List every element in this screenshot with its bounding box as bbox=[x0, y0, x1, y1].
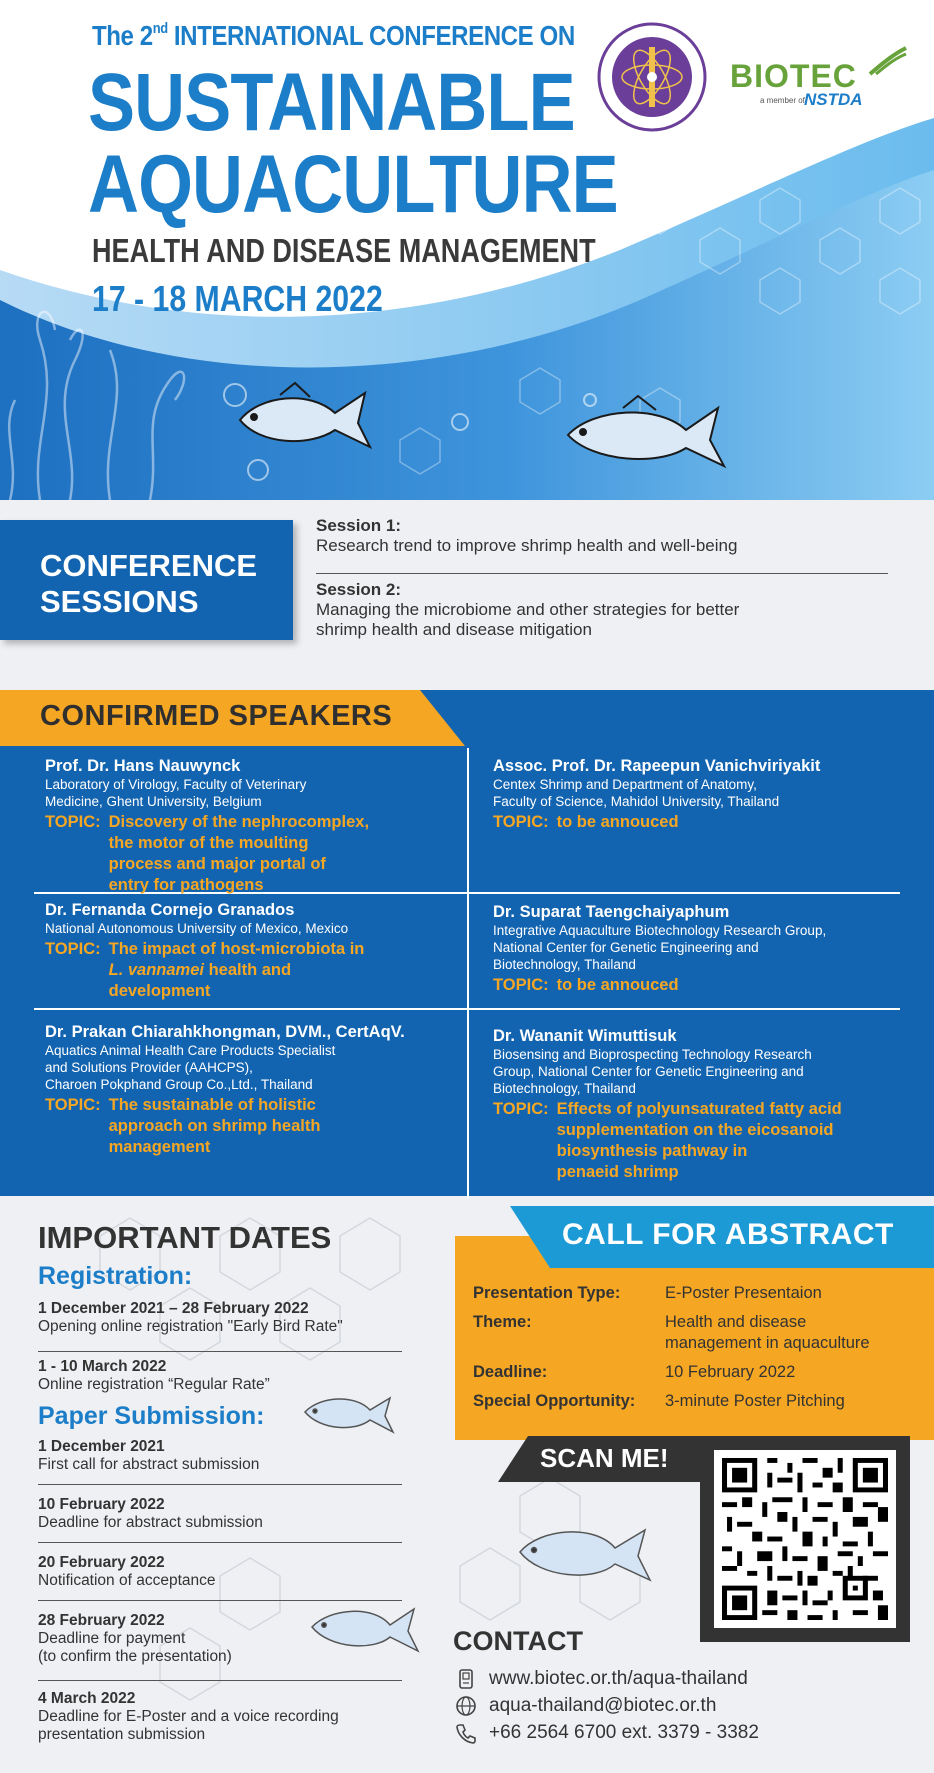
speaker-name: Dr. Fernanda Cornejo Granados bbox=[45, 901, 295, 919]
website-link[interactable]: www.biotec.or.th/aqua-thailand bbox=[489, 1668, 748, 1689]
paper-submission-heading: Paper Submission: bbox=[38, 1402, 265, 1430]
speaker-affiliation: Laboratory of Virology, Faculty of Veterinary Medicine, Ghent University, Belgium bbox=[45, 777, 307, 809]
topic-text: Effects of polyunsaturated fatty acid supplementation on the eicosanoid biosynthesis pathway in penaeid shrimp bbox=[556, 1100, 842, 1181]
date-description: Deadline for abstract submission bbox=[38, 1514, 263, 1531]
date-value: 4 March 2022 bbox=[38, 1690, 136, 1707]
speaker-topic bbox=[493, 975, 913, 996]
email-icon bbox=[455, 1695, 477, 1717]
date-entry bbox=[38, 1496, 402, 1532]
speaker-affiliation: Aquatics Animal Health Care Products Specialist and Solutions Provider (AAHCPS), Charoen Pokphand Group Co.,Ltd., Thailand bbox=[45, 1043, 336, 1092]
member-of-label: a member of bbox=[760, 96, 805, 105]
web-icon bbox=[455, 1668, 477, 1690]
speaker-name: Dr. Wananit Wimuttisuk bbox=[493, 1027, 677, 1045]
date-entry bbox=[38, 1358, 402, 1394]
topic-label: TOPIC: bbox=[493, 976, 549, 994]
date-value: 1 - 10 March 2022 bbox=[38, 1358, 167, 1375]
speaker-affiliation: Integrative Aquaculture Biotechnology Research Group, National Center for Genetic Engineering and Biotechnology, Thailand bbox=[493, 923, 827, 972]
title-line-sustainable: SUSTAINABLE bbox=[88, 57, 575, 148]
date-description: Opening online registration "Early Bird Rate" bbox=[38, 1318, 343, 1335]
speaker-card bbox=[493, 1026, 923, 1183]
speaker-card bbox=[45, 756, 455, 896]
session-2-label: Session 2: bbox=[316, 580, 402, 599]
date-divider bbox=[38, 1680, 402, 1681]
phone-icon bbox=[455, 1722, 477, 1744]
abstract-info-key: Special Opportunity: bbox=[473, 1392, 636, 1410]
conference-date: 17 - 18 MARCH 2022 bbox=[92, 278, 383, 319]
date-divider bbox=[38, 1484, 402, 1485]
date-divider bbox=[38, 1600, 402, 1601]
date-value: 10 February 2022 bbox=[38, 1496, 165, 1513]
speaker-name: Dr. Prakan Chiarahkhongman, DVM., CertAqV. bbox=[45, 1023, 405, 1041]
speaker-card bbox=[45, 1022, 465, 1158]
speaker-topic bbox=[45, 939, 455, 1002]
date-entry bbox=[38, 1438, 402, 1474]
topic-label: TOPIC: bbox=[45, 813, 101, 831]
speaker-card bbox=[493, 902, 913, 996]
date-description: Online registration “Regular Rate” bbox=[38, 1376, 270, 1393]
topic-text-part: health and development bbox=[108, 961, 292, 1000]
sessions-title-box bbox=[0, 520, 293, 640]
abstract-info-value: 10 February 2022 bbox=[665, 1363, 796, 1381]
date-description: First call for abstract submission bbox=[38, 1456, 260, 1473]
topic-label: TOPIC: bbox=[45, 940, 101, 958]
session-1-label: Session 1: bbox=[316, 516, 402, 535]
abstract-info-key: Presentation Type: bbox=[473, 1284, 621, 1302]
nstda-logo: NSTDA bbox=[804, 90, 863, 109]
date-entry bbox=[38, 1554, 402, 1590]
speaker-name: Assoc. Prof. Dr. Rapeepun Vanichviriyakit bbox=[493, 757, 821, 775]
contact-website[interactable] bbox=[455, 1667, 748, 1691]
speaker-topic bbox=[45, 1095, 465, 1158]
session-1-text: Research trend to improve shrimp health and well-being bbox=[316, 536, 738, 555]
abstract-info-key: Theme: bbox=[473, 1313, 532, 1331]
important-dates-heading: IMPORTANT DATES bbox=[38, 1220, 332, 1255]
date-entry bbox=[38, 1612, 402, 1666]
speaker-name: Prof. Dr. Hans Nauwynck bbox=[45, 757, 241, 775]
phone-number[interactable]: +66 2564 6700 ext. 3379 - 3382 bbox=[489, 1722, 759, 1743]
sessions-title-line1: CONFERENCE bbox=[40, 548, 258, 583]
date-description: Deadline for payment (to confirm the presentation) bbox=[38, 1630, 232, 1665]
session-2 bbox=[316, 580, 786, 640]
call-for-abstract-heading: CALL FOR ABSTRACT bbox=[562, 1218, 894, 1251]
session-2-text: Managing the microbiome and other strategies for better shrimp health and disease mitigation bbox=[316, 600, 740, 639]
topic-text: The sustainable of holistic approach on shrimp health management bbox=[108, 1096, 321, 1156]
title-line-aquaculture: AQUACULTURE bbox=[88, 139, 618, 230]
topic-label: TOPIC: bbox=[493, 1100, 549, 1118]
scan-me-label: SCAN ME! bbox=[540, 1443, 669, 1473]
abstract-info-value: E-Poster Presentaion bbox=[665, 1284, 822, 1302]
speaker-affiliation: Biosensing and Bioprospecting Technology Research Group, National Center for Genetic Engineering and Biotechnology, Thailand bbox=[493, 1047, 812, 1096]
speaker-name: Dr. Suparat Taengchaiyaphum bbox=[493, 903, 730, 921]
qr-code-icon[interactable] bbox=[722, 1458, 888, 1620]
date-entry bbox=[38, 1300, 402, 1336]
speaker-topic bbox=[493, 1099, 923, 1183]
conference-subtitle: HEALTH AND DISEASE MANAGEMENT bbox=[92, 232, 596, 269]
contact-phone[interactable] bbox=[455, 1721, 759, 1745]
speakers-column-divider bbox=[467, 748, 469, 1198]
topic-label: TOPIC: bbox=[493, 813, 549, 831]
speakers-heading: CONFIRMED SPEAKERS bbox=[40, 700, 393, 732]
abstract-info-value: 3-minute Poster Pitching bbox=[665, 1392, 845, 1410]
conference-edition: The 2nd INTERNATIONAL CONFERENCE ON bbox=[92, 20, 575, 51]
topic-text: Discovery of the nephrocomplex, the motor of the moulting process and major portal of entry for pathogens bbox=[108, 813, 370, 894]
speaker-topic bbox=[493, 812, 913, 833]
species-name: L. vannamei bbox=[108, 961, 204, 979]
date-description: Deadline for E-Poster and a voice recording presentation submission bbox=[38, 1708, 339, 1743]
date-value: 28 February 2022 bbox=[38, 1612, 165, 1629]
sessions-title bbox=[40, 548, 280, 620]
date-entry bbox=[38, 1690, 402, 1744]
date-divider bbox=[38, 1542, 402, 1543]
sessions-title-line2: SESSIONS bbox=[40, 584, 199, 619]
topic-text-part: The impact of host-microbiota in bbox=[108, 940, 365, 958]
contact-email[interactable] bbox=[455, 1694, 716, 1718]
date-divider bbox=[38, 1351, 402, 1352]
hero-banner bbox=[0, 0, 934, 500]
topic-label: TOPIC: bbox=[45, 1096, 101, 1114]
topic-text: to be annouced bbox=[556, 813, 679, 831]
speaker-card bbox=[45, 900, 455, 1002]
abstract-info-key: Deadline: bbox=[473, 1363, 548, 1381]
email-link[interactable]: aqua-thailand@biotec.or.th bbox=[489, 1695, 717, 1716]
date-value: 1 December 2021 bbox=[38, 1438, 165, 1455]
registration-heading: Registration: bbox=[38, 1262, 193, 1290]
speaker-affiliation: Centex Shrimp and Department of Anatomy, Faculty of Science, Mahidol University, Thailand bbox=[493, 777, 780, 809]
biotec-swoosh-icon bbox=[866, 44, 910, 78]
topic-text: to be annouced bbox=[556, 976, 679, 994]
date-value: 1 December 2021 – 28 February 2022 bbox=[38, 1300, 309, 1317]
date-description: Notification of acceptance bbox=[38, 1572, 216, 1589]
topic-text bbox=[109, 939, 365, 1002]
date-value: 20 February 2022 bbox=[38, 1554, 165, 1571]
confirmed-speakers-section bbox=[0, 690, 934, 1196]
session-1 bbox=[316, 516, 896, 556]
conference-sessions-section bbox=[0, 500, 934, 670]
biotec-logo: BIOTEC bbox=[730, 58, 857, 94]
abstract-info-value: Health and disease management in aquaculture bbox=[665, 1313, 870, 1352]
speaker-card bbox=[493, 756, 913, 833]
speaker-affiliation: National Autonomous University of Mexico, Mexico bbox=[45, 921, 349, 936]
ministry-seal-logo bbox=[597, 22, 707, 132]
speakers-row-divider bbox=[34, 1008, 900, 1010]
qr-code-frame[interactable] bbox=[700, 1436, 910, 1642]
session-divider bbox=[316, 573, 888, 574]
contact-heading: CONTACT bbox=[453, 1626, 583, 1656]
speaker-topic bbox=[45, 812, 455, 896]
